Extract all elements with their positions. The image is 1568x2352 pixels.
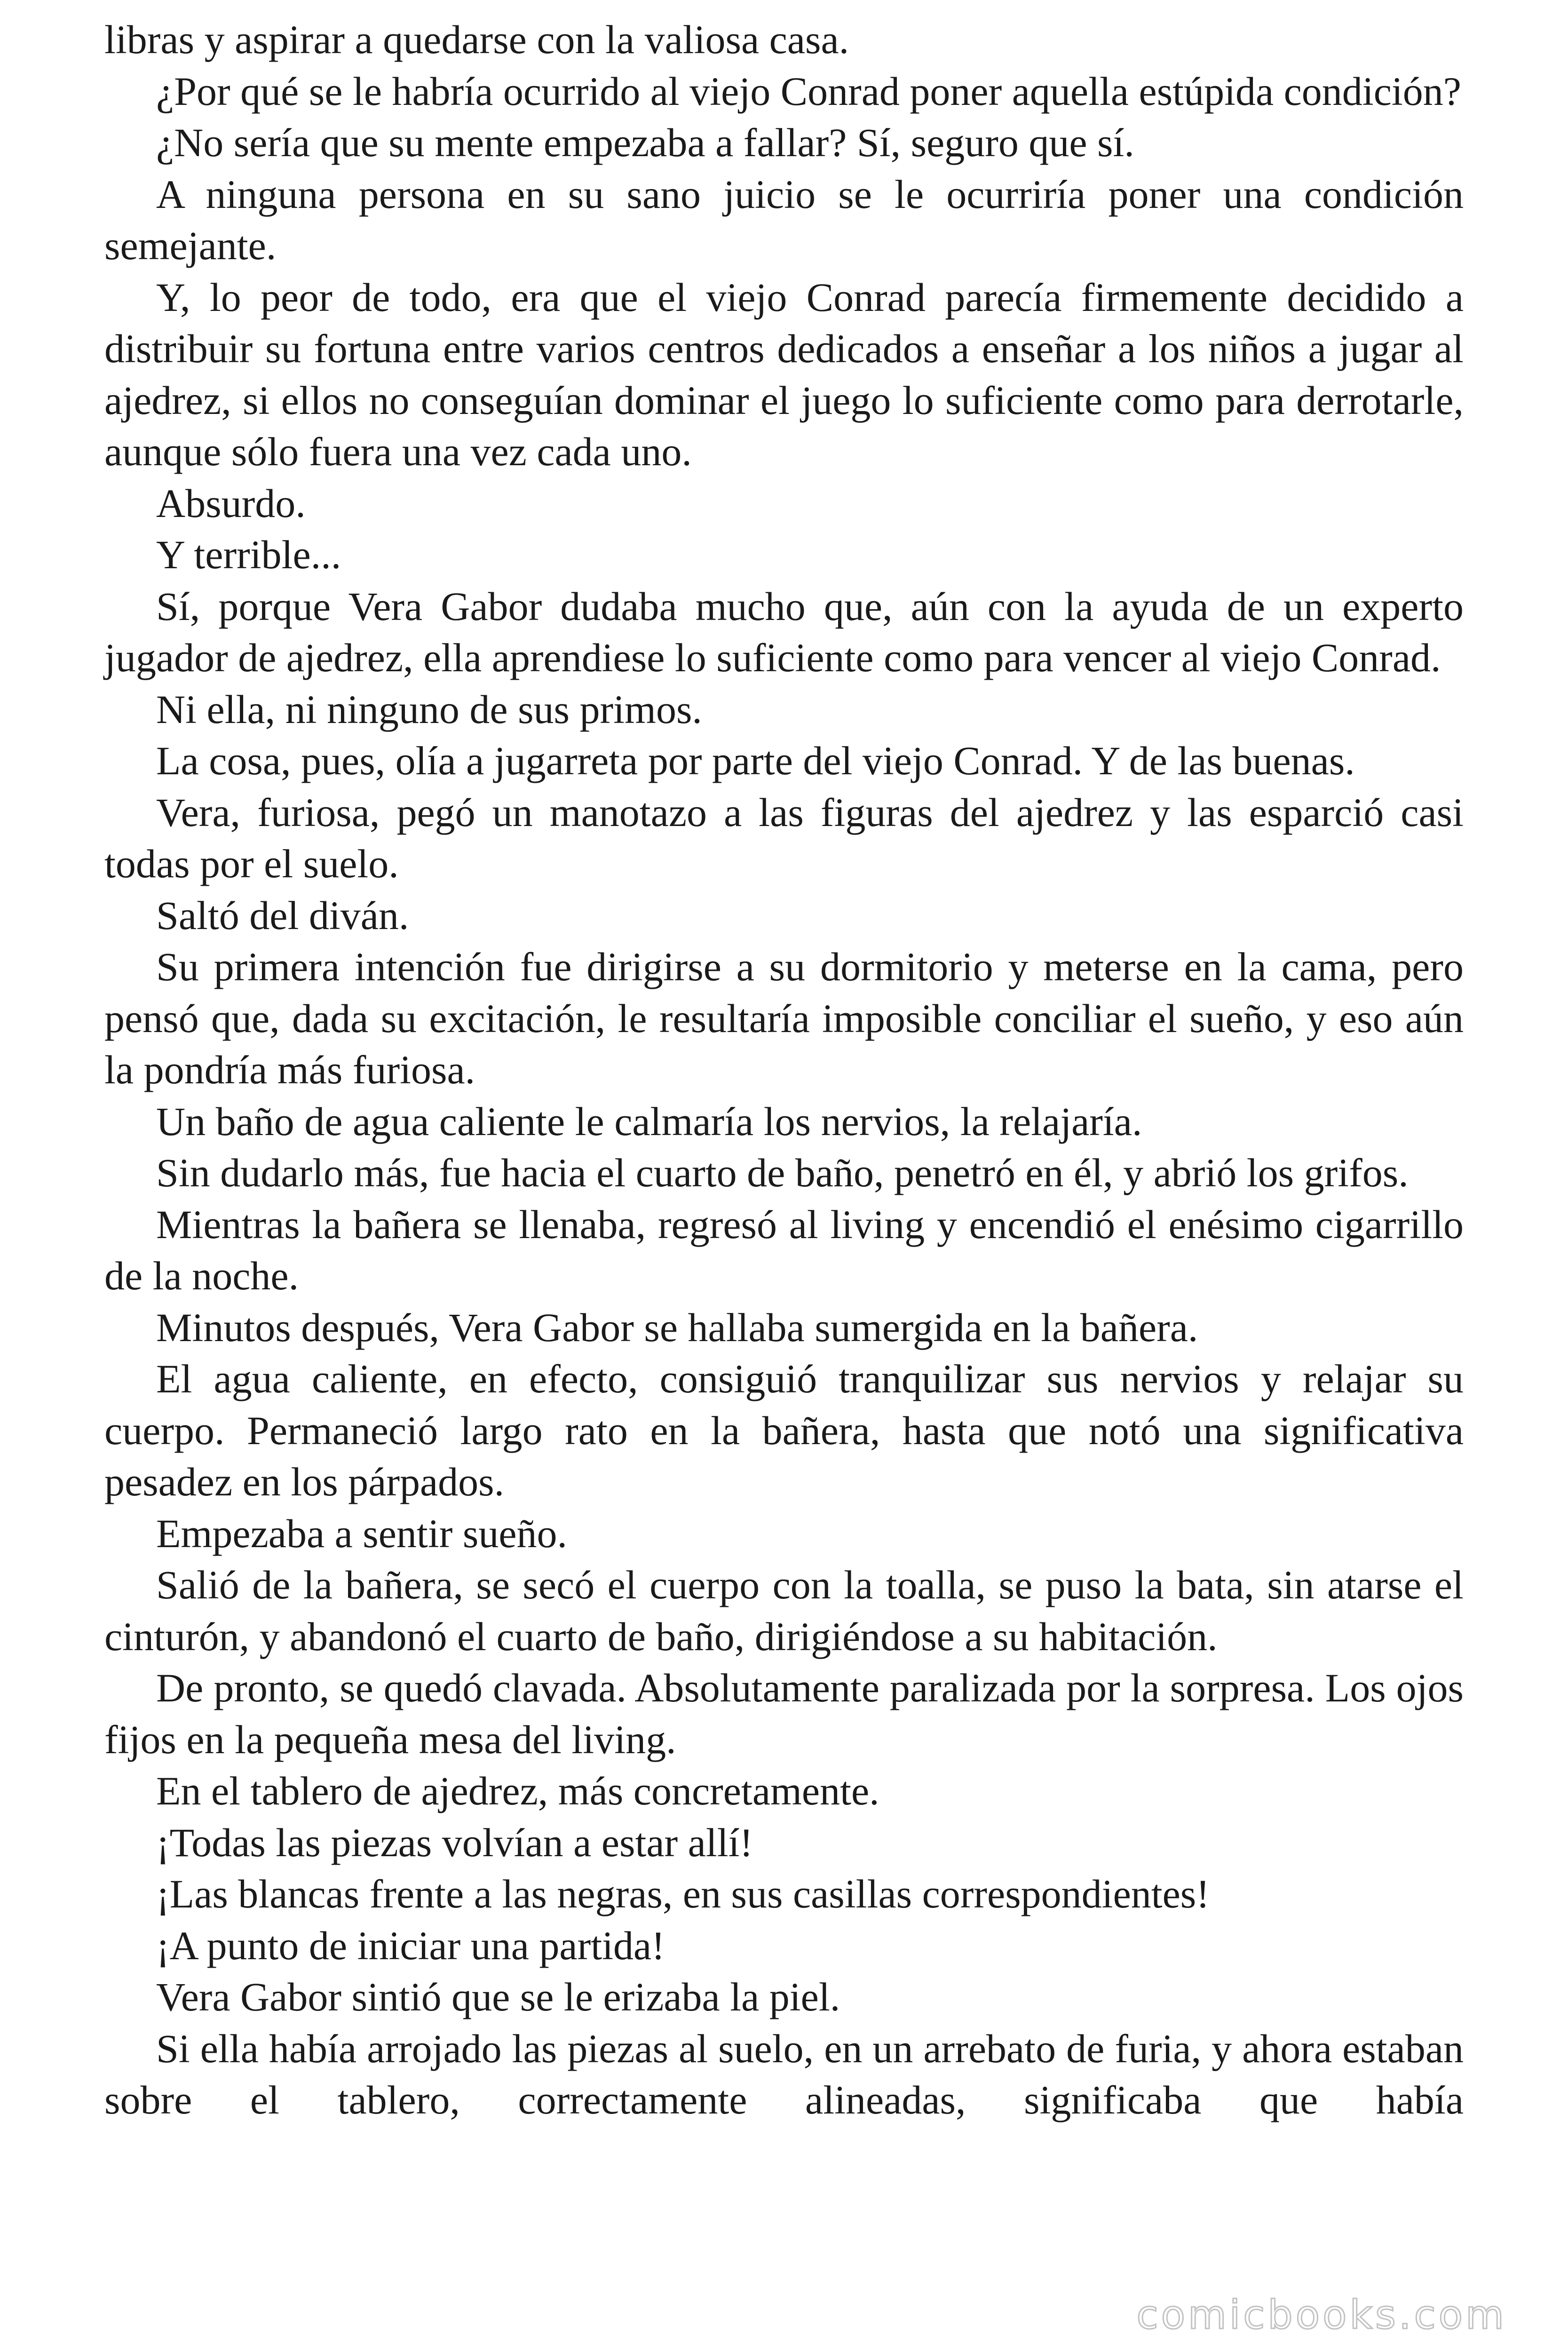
- paragraph-23: ¡Todas las piezas volvían a estar allí!: [156, 1820, 753, 1865]
- paragraph-7: Y terrible...: [156, 532, 341, 577]
- paragraph-6: Absurdo.: [156, 480, 306, 526]
- paragraph-1: libras y aspirar a quedarse con la valiosa casa.: [104, 17, 849, 62]
- paragraph-11: Vera, furiosa, pegó un manotazo a las figuras del ajedrez y las esparció casi todas por el suelo.: [104, 789, 1464, 886]
- paragraph-25: ¡A punto de iniciar una partida!: [156, 1923, 665, 1968]
- paragraph-18: El agua caliente, en efecto, consiguió tranquilizar sus nervios y relajar su cuerpo. Permaneció largo rato en la bañera, hasta que notó una significativa pesadez en los párpados.: [104, 1356, 1464, 1504]
- paragraph-15: Sin dudarlo más, fue hacia el cuarto de baño, penetró en él, y abrió los grifos.: [156, 1150, 1409, 1195]
- paragraph-26: Vera Gabor sintió que se le erizaba la piel.: [156, 1974, 840, 2019]
- paragraph-8: Sí, porque Vera Gabor dudaba mucho que, aún con la ayuda de un experto jugador de ajedrez, ella aprendiese lo suficiente como para vencer al viejo Conrad.: [104, 583, 1464, 680]
- paragraph-17: Minutos después, Vera Gabor se hallaba sumergida en la bañera.: [156, 1304, 1198, 1350]
- paragraph-21: De pronto, se quedó clavada. Absolutamente paralizada por la sorpresa. Los ojos fijos en la pequeña mesa del living.: [104, 1665, 1464, 1762]
- paragraph-12: Saltó del diván.: [156, 892, 409, 938]
- paragraph-5: Y, lo peor de todo, era que el viejo Conrad parecía firmemente decidido a distribuir su fortuna entre varios centros dedicados a enseñar a los niños a jugar al ajedrez, si ellos no conseguían dominar el juego lo suficiente como para derrotarle, aunque sólo fuera una vez cada uno.: [104, 274, 1464, 474]
- paragraph-14: Un baño de agua caliente le calmaría los nervios, la relajaría.: [156, 1098, 1142, 1144]
- paragraph-24: ¡Las blancas frente a las negras, en sus casillas correspondientes!: [156, 1871, 1210, 1916]
- paragraph-27: Si ella había arrojado las piezas al suelo, en un arrebato de furia, y ahora estaban sobre el tablero, correctamente alineadas, significaba que había: [104, 2026, 1464, 2122]
- paragraph-20: Salió de la bañera, se secó el cuerpo con la toalla, se puso la bata, sin atarse el cinturón, y abandonó el cuarto de baño, dirigiéndose a su habitación.: [104, 1562, 1464, 1659]
- paragraph-13: Su primera intención fue dirigirse a su dormitorio y meterse en la cama, pero pensó que, dada su excitación, le resultaría imposible conciliar el sueño, y eso aún la pondría más furiosa.: [104, 944, 1464, 1092]
- watermark: comicbooks.com: [1136, 2292, 1507, 2338]
- paragraph-16: Mientras la bañera se llenaba, regresó al living y encendió el enésimo cigarrillo de la noche.: [104, 1201, 1464, 1298]
- paragraph-19: Empezaba a sentir sueño.: [156, 1510, 567, 1556]
- body-text: [104, 14, 1464, 2126]
- paragraph-10: La cosa, pues, olía a jugarreta por parte del viejo Conrad. Y de las buenas.: [156, 738, 1355, 783]
- paragraph-4: A ninguna persona en su sano juicio se le ocurriría poner una condición semejante.: [104, 171, 1464, 268]
- paragraph-3: ¿No sería que su mente empezaba a fallar? Sí, seguro que sí.: [156, 120, 1134, 165]
- paragraph-9: Ni ella, ni ninguno de sus primos.: [156, 686, 702, 732]
- paragraph-2: ¿Por qué se le habría ocurrido al viejo Conrad poner aquella estúpida condición?: [156, 68, 1461, 114]
- paragraph-22: En el tablero de ajedrez, más concretamente.: [156, 1768, 879, 1813]
